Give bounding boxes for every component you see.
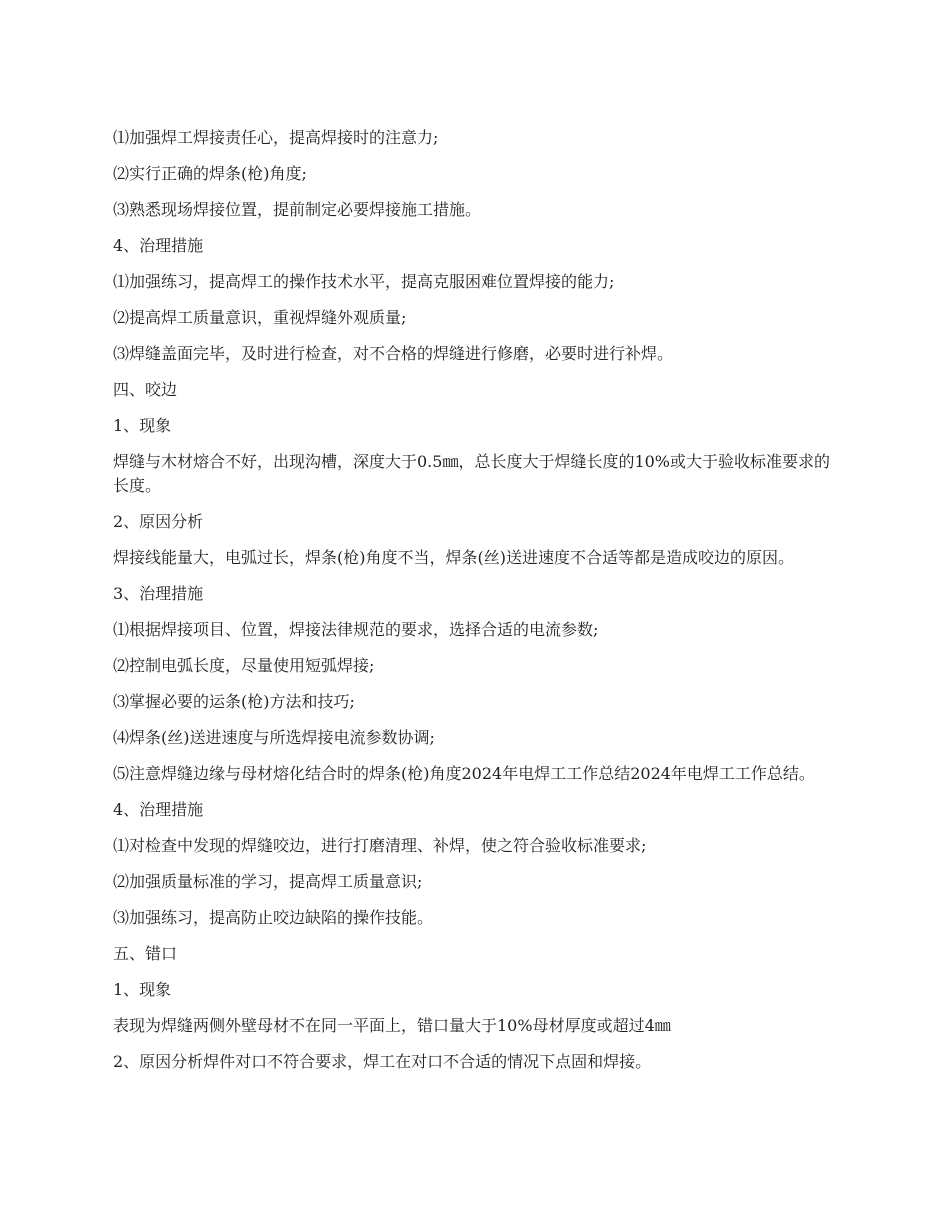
paragraph-2: ⑵实行正确的焊条(枪)角度; <box>113 164 307 183</box>
paragraph-5: ⑴加强练习，提高焊工的操作技术水平，提高克服困难位置焊接的能力; <box>113 272 615 291</box>
paragraph-15: ⑵控制电弧长度，尽量使用短弧焊接; <box>113 656 375 675</box>
paragraph-12: 焊接线能量大，电弧过长，焊条(枪)角度不当，焊条(丝)送进速度不合适等都是造成咬边的原因。 <box>113 548 794 567</box>
paragraph-22: ⑶加强练习，提高防止咬边缺陷的操作技能。 <box>113 908 434 927</box>
section-heading: 1、现象 <box>113 980 172 999</box>
section-heading: 2、原因分析 <box>113 512 204 531</box>
paragraph-6: ⑵提高焊工质量意识，重视焊缝外观质量; <box>113 308 407 327</box>
section-heading: 4、治理措施 <box>113 800 204 819</box>
chapter-heading: 五、错口 <box>113 944 178 963</box>
paragraph-25: 表现为焊缝两侧外壁母材不在同一平面上，错口量大于10%母材厚度或超过4㎜ <box>113 1016 671 1035</box>
paragraph-7: ⑶焊缝盖面完毕，及时进行检查，对不合格的焊缝进行修磨，必要时进行补焊。 <box>113 344 674 363</box>
paragraph-18: ⑸注意焊缝边缘与母材熔化结合时的焊条(枪)角度2024年电焊工工作总结2024年电焊工工作总结。 <box>113 764 815 783</box>
paragraph-26: 2、原因分析焊件对口不符合要求，焊工在对口不合适的情况下点固和焊接。 <box>113 1052 652 1071</box>
section-heading: 4、治理措施 <box>113 236 204 255</box>
section-heading: 1、现象 <box>113 416 172 435</box>
paragraph-14: ⑴根据焊接项目、位置，焊接法律规范的要求，选择合适的电流参数; <box>113 620 599 639</box>
paragraph-21: ⑵加强质量标准的学习，提高焊工质量意识; <box>113 872 423 891</box>
paragraph-1: ⑴加强焊工焊接责任心，提高焊接时的注意力; <box>113 128 439 147</box>
document-page <box>113 126 838 1074</box>
chapter-heading: 四、咬边 <box>113 380 178 399</box>
paragraph-10: 焊缝与木材熔合不好，出现沟槽，深度大于0.5㎜，总长度大于焊缝长度的10%或大于验收标准要求的长度。 <box>113 452 831 495</box>
paragraph-20: ⑴对检查中发现的焊缝咬边，进行打磨清理、补焊，使之符合验收标准要求; <box>113 836 647 855</box>
paragraph-17: ⑷焊条(丝)送进速度与所选焊接电流参数协调; <box>113 728 435 747</box>
paragraph-16: ⑶掌握必要的运条(枪)方法和技巧; <box>113 692 355 711</box>
paragraph-3: ⑶熟悉现场焊接位置，提前制定必要焊接施工措施。 <box>113 200 482 219</box>
section-heading: 3、治理措施 <box>113 584 204 603</box>
